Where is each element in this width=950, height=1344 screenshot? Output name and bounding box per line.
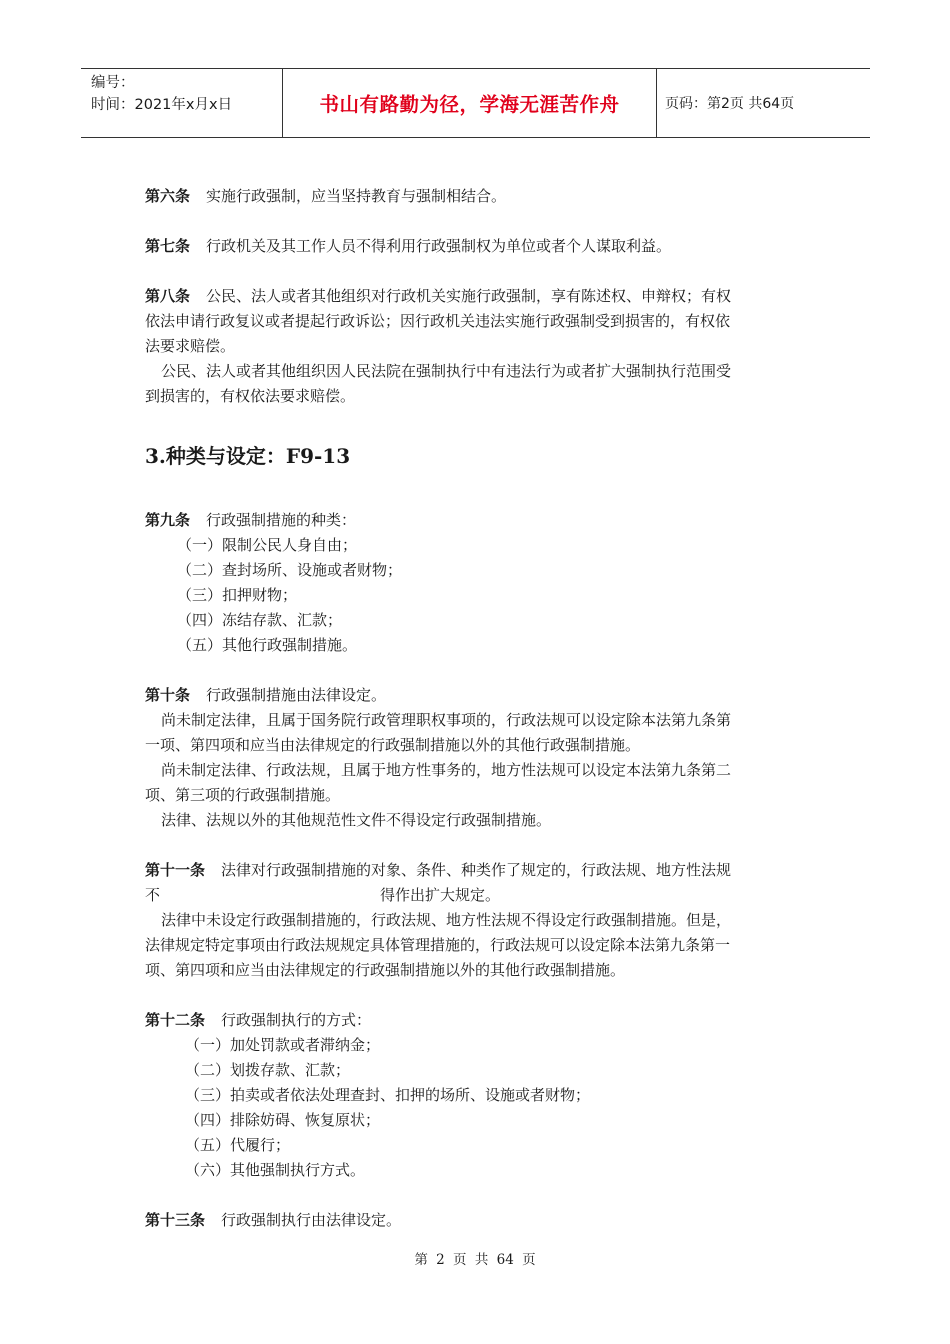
text-line [177,560,402,580]
text-line [161,760,731,780]
date-label: 时间：2021年x月x日 [91,97,233,113]
text-line [177,585,297,605]
line-text: 得作出扩大规定。 [380,886,501,904]
text-line [145,960,625,980]
article-number: 第七条 [145,237,191,255]
line-text: 法律对行政强制措施的对象、条件、种类作了规定的，行政法规、地方性法规 [221,861,732,879]
line-text: 项、第四项和应当由法律规定的行政强制措施以外的其他行政强制措施。 [145,961,626,979]
text-line [145,386,355,406]
text-line [161,710,731,730]
line-text: 行政机关及其工作人员不得利用行政强制权为单位或者个人谋取利益。 [206,237,672,255]
text-line [380,885,500,905]
line-text: 法律中未设定行政强制措施的，行政法规、地方性法规不得设定行政强制措施。但是， [161,911,732,929]
line-text: （一）限制公民人身自由； [177,536,358,554]
text-line [161,361,731,381]
line-text: （四）冻结存款、汇款； [177,611,343,629]
text-line [177,610,342,630]
line-text: 实施行政强制，应当坚持教育与强制相结合。 [206,187,507,205]
article-number: 第十一条 [145,861,206,879]
header-meta-cell [81,69,283,137]
page-info: 页码：第2页 共64页 [665,96,795,112]
line-text: 公民、法人或者其他组织对行政机关实施行政强制，享有陈述权、申辩权；有权 [206,287,732,305]
line-text: （一）加处罚款或者滞纳金； [185,1036,381,1054]
line-text: （三）拍卖或者依法处理查封、扣押的场所、设施或者财物； [185,1086,591,1104]
line-text: （三）扣押财物； [177,586,298,604]
text-line [145,935,730,955]
text-line [145,785,340,805]
line-text: （四）排除妨碍、恢复原状； [185,1111,381,1129]
text-line [145,510,356,530]
text-line [145,336,235,356]
line-text: 行政强制措施的种类： [206,511,357,529]
text-line [185,1060,350,1080]
article-number: 第六条 [145,187,191,205]
line-text: 尚未制定法律、行政法规，且属于地方性事务的，地方性法规可以设定本法第九条第二 [161,761,732,779]
line-text: 到损害的，有权依法要求赔偿。 [145,387,356,405]
text-line [145,885,160,905]
line-text: （二）查封场所、设施或者财物； [177,561,403,579]
text-line [145,236,671,256]
code-label: 编号： [91,75,135,91]
line-text: 依法申请行政复议或者提起行政诉讼；因行政机关违法实施行政强制受到损害的，有权依 [145,312,731,330]
text-line [185,1110,380,1130]
text-line [185,1035,380,1055]
line-text: 公民、法人或者其他组织因人民法院在强制执行中有违法行为或者扩大强制执行范围受 [161,362,732,380]
article-number: 第十条 [145,686,191,704]
text-line [145,186,506,206]
line-text: （六）其他强制执行方式。 [185,1161,366,1179]
article-number: 第八条 [145,287,191,305]
line-text: （五）其他行政强制措施。 [177,636,358,654]
line-text: 法律、法规以外的其他规范性文件不得设定行政强制措施。 [161,811,552,829]
text-line [161,810,551,830]
page-header [81,68,870,138]
line-text: 不 [145,886,161,904]
text-line [145,311,730,331]
text-line [185,1160,365,1180]
text-line [145,1010,371,1030]
line-text: （五）代履行； [185,1136,291,1154]
text-line [145,735,640,755]
line-text: 项、第三项的行政强制措施。 [145,786,341,804]
line-text: 行政强制措施由法律设定。 [206,686,387,704]
line-text: 一项、第四项和应当由法律规定的行政强制措施以外的其他行政强制措施。 [145,736,641,754]
text-line [185,1085,590,1105]
text-line [185,1135,290,1155]
line-text: 行政强制执行的方式： [221,1011,372,1029]
text-line [161,910,731,930]
text-line [145,286,731,306]
line-text: （二）划拨存款、汇款； [185,1061,351,1079]
article-number: 第十二条 [145,1011,206,1029]
motto-text: 书山有路勤为径，学海无涯苦作舟 [319,93,620,116]
article-number: 第九条 [145,511,191,529]
text-line [145,860,731,880]
line-text: 法要求赔偿。 [145,337,236,355]
text-line [177,635,357,655]
line-text: 行政强制执行由法律设定。 [221,1211,402,1229]
section-heading: 3.种类与设定：F9-13 [145,444,351,468]
line-text: 尚未制定法律，且属于国务院行政管理职权事项的，行政法规可以设定除本法第九条第 [161,711,732,729]
article-number: 第十三条 [145,1211,206,1229]
line-text: 法律规定特定事项由行政法规规定具体管理措施的，行政法规可以设定除本法第九条第一 [145,936,731,954]
header-page-cell [657,69,870,137]
text-line [145,685,386,705]
page-footer: 第 2 页 共 64 页 [414,1252,536,1268]
text-line [145,1210,401,1230]
text-line [177,535,357,555]
header-motto-cell [283,69,657,137]
